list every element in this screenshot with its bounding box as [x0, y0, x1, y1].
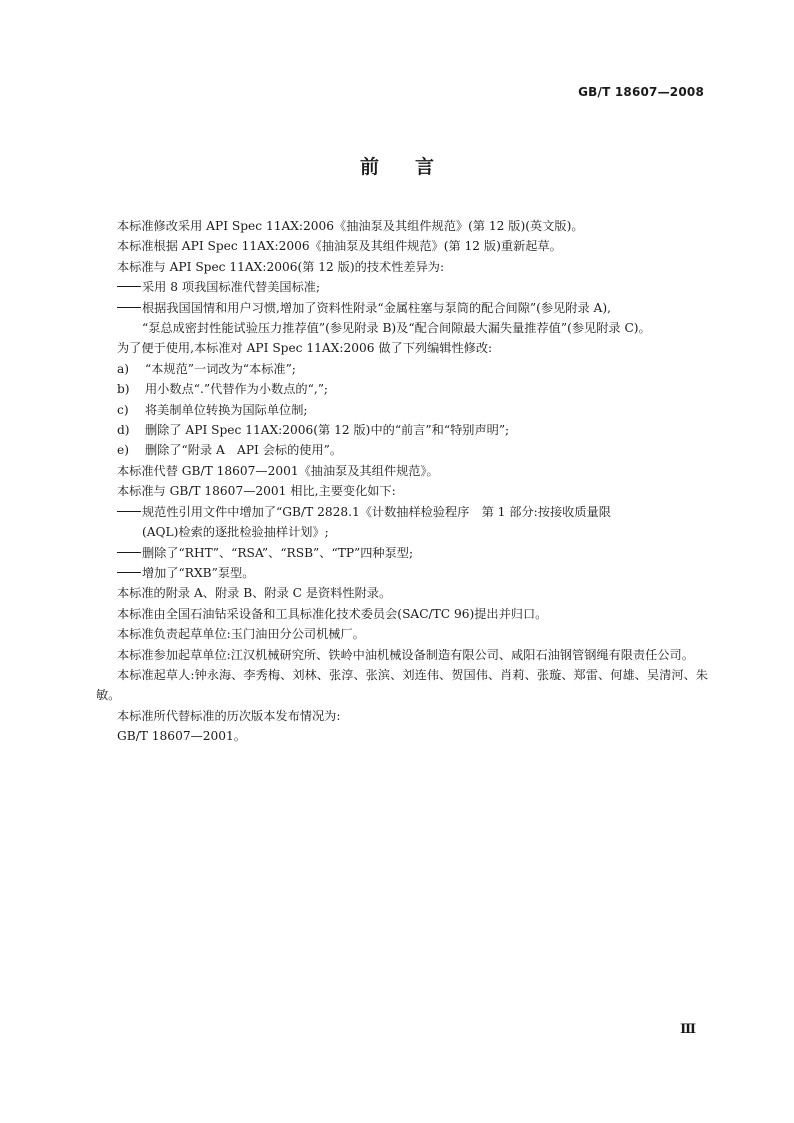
item-text: 将美制单位转换为国际单位制; [145, 402, 308, 417]
tech-difference-item [96, 298, 708, 318]
dash-mark [117, 572, 141, 573]
main-change-text: 规范性引用文件中增加了“GB/T 2828.1《计数抽样检验程序 第 1 部分:按接收质量限 [142, 504, 611, 519]
editorial-change-item [96, 420, 708, 440]
main-change-continuation: (AQL)检索的逐批检验抽样计划》; [142, 525, 329, 540]
item-text: 用小数点“.”代替作为小数点的“,”; [145, 382, 329, 397]
item-label: b) [117, 382, 130, 397]
main-change-text: 删除了“RHT”、“RSA”、“RSB”、“TP”四种泵型; [142, 545, 414, 560]
dash-mark [117, 307, 141, 308]
item-text: 删除了“附录 A API 会标的使用”。 [145, 443, 343, 458]
tech-difference-item [96, 277, 708, 297]
main-change-item [96, 543, 708, 563]
paragraph-adoption: 本标准修改采用 API Spec 11AX:2006《抽油泵及其组件规范》(第 12 版)(英文版)。 [117, 219, 584, 233]
paragraph-proposer: 本标准由全国石油钻采设备和工具标准化技术委员会(SAC/TC 96)提出并归口。 [117, 606, 548, 621]
editorial-change-item [96, 359, 708, 379]
tech-difference-text: 根据我国国情和用户习惯,增加了资料性附录“金属柱塞与泵筒的配合间隙”(参见附录 A), [142, 300, 611, 315]
standard-number: GB/T 18607—2008 [578, 85, 704, 99]
item-label: c) [117, 402, 129, 417]
paragraph-tech-differences-intro: 本标准与 API Spec 11AX:2006(第 12 版)的技术性差异为: [117, 259, 445, 274]
editorial-change-item [96, 440, 708, 460]
tech-difference-text: 采用 8 项我国标准代替美国标准; [142, 280, 321, 295]
main-change-item [96, 563, 708, 583]
foreword-body [96, 216, 708, 747]
item-label: e) [117, 443, 129, 458]
page-title: 前言 [359, 156, 470, 178]
item-text: 删除了 API Spec 11AX:2006(第 12 版)中的“前言”和“特别声明”; [145, 423, 510, 438]
dash-mark [117, 286, 141, 287]
paragraph-appendices: 本标准的附录 A、附录 B、附录 C 是资料性附录。 [117, 586, 392, 601]
item-label: a) [117, 361, 130, 376]
paragraph-replaces: 本标准代替 GB/T 18607—2001《抽油泵及其组件规范》。 [117, 463, 439, 478]
paragraph-changes-intro: 本标准与 GB/T 18607—2001 相比,主要变化如下: [117, 484, 396, 499]
editorial-change-item [96, 400, 708, 420]
editorial-change-item [96, 379, 708, 399]
main-change-item [96, 502, 708, 522]
paragraph-history: GB/T 18607—2001。 [117, 729, 246, 744]
tech-difference-continuation: “泵总成密封性能试验压力推荐值”(参见附录 B)及“配合间隙最大漏失量推荐值”(参见附录 C)。 [142, 321, 651, 336]
main-change-text: 增加了“RXB”泵型。 [142, 565, 255, 580]
dash-mark [117, 552, 141, 553]
paragraph-history-intro: 本标准所代替标准的历次版本发布情况为: [117, 708, 341, 723]
paragraph-lead-drafter: 本标准负责起草单位:玉门油田分公司机械厂。 [117, 627, 365, 642]
item-label: d) [117, 423, 130, 438]
dash-mark [117, 511, 141, 512]
page-number: Ⅲ [680, 1022, 696, 1037]
paragraph-drafting-basis: 本标准根据 API Spec 11AX:2006《抽油泵及其组件规范》(第 12 版)重新起草。 [117, 239, 562, 254]
item-text: “本规范”一词改为“本标准”; [145, 361, 296, 376]
paragraph-drafters: 本标准起草人:钟永海、李秀梅、刘林、张淳、张滨、刘连伟、贺国伟、肖莉、张璇、郑雷、何雄、吴清河、朱敏。 [96, 667, 708, 703]
paragraph-editorial-intro: 为了便于使用,本标准对 API Spec 11AX:2006 做了下列编辑性修改: [117, 341, 493, 356]
paragraph-participating-drafters: 本标准参加起草单位:江汉机械研究所、铁岭中油机械设备制造有限公司、咸阳石油钢管钢绳有限责任公司。 [117, 647, 694, 662]
